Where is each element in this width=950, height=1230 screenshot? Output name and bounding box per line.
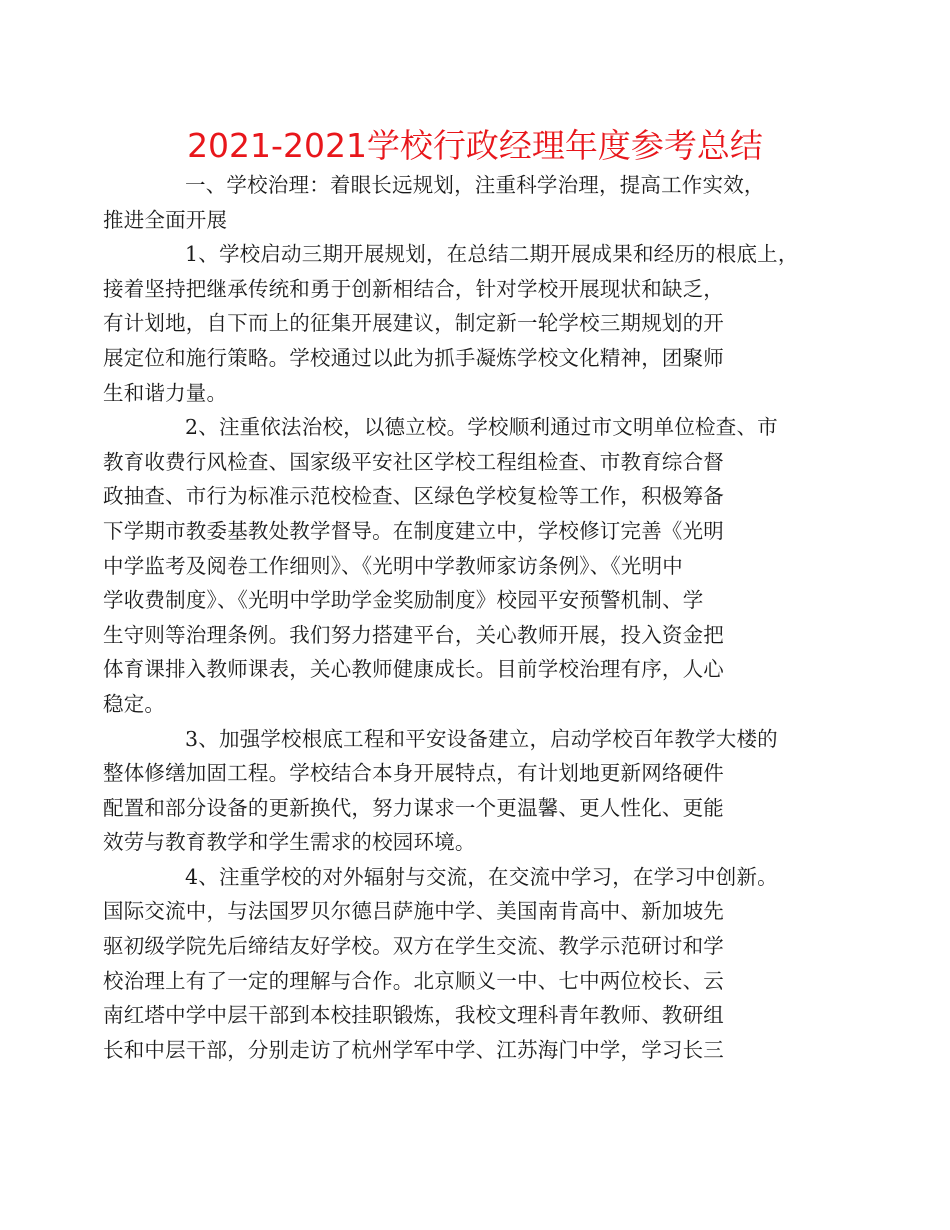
text-line: 一、学校治理：着眼长远规划，注重科学治理，提高工作实效， <box>185 173 765 197</box>
text-line: 1、学校启动三期开展规划，在总结二期开展成果和经历的根底上， <box>185 242 799 267</box>
body-paragraph <box>103 722 814 860</box>
text-line: 南红塔中学中层干部到本校挂职锻炼，我校文理科青年教师、教研组 <box>103 1003 724 1028</box>
text-line: 有计划地，自下而上的征集开展建议，制定新一轮学校三期规划的开 <box>103 311 724 336</box>
text-line: 中学监考及阅卷工作细则》、《光明中学教师家访条例》、《光明中 <box>103 553 683 578</box>
text-line: 4、注重学校的对外辐射与交流，在交流中学习，在学习中创新。 <box>185 864 778 889</box>
text-line: 接着坚持把继承传统和勇于创新相结合，针对学校开展现状和缺乏， <box>103 276 724 301</box>
text-line: 国际交流中，与法国罗贝尔德吕萨施中学、美国南肯高中、新加坡先 <box>103 899 724 924</box>
text-line: 效劳与教育教学和学生需求的校园环境。 <box>103 830 476 855</box>
document-body <box>103 168 814 1067</box>
text-line: 2、注重依法治校，以德立校。学校顺利通过市文明单位检查、市 <box>185 415 778 440</box>
text-line: 3、加强学校根底工程和平安设备建立，启动学校百年教学大楼的 <box>185 726 778 751</box>
text-line: 体育课排入教师课表，关心教师健康成长。目前学校治理有序，人心 <box>103 657 724 682</box>
text-line: 学收费制度》、《光明中学助学金奖励制度》校园平安预警机制、学 <box>103 588 704 613</box>
text-line: 驱初级学院先后缔结友好学校。双方在学生交流、教学示范研讨和学 <box>103 934 724 959</box>
text-line: 配置和部分设备的更新换代，努力谋求一个更温馨、更人性化、更能 <box>103 795 724 820</box>
text-line: 下学期市教委基教处教学督导。在制度建立中，学校修订完善《光明 <box>103 518 724 543</box>
body-paragraph <box>103 860 814 1068</box>
text-line: 长和中层干部，分别走访了杭州学军中学、江苏海门中学，学习长三 <box>103 1037 724 1062</box>
text-line: 展定位和施行策略。学校通过以此为抓手凝炼学校文化精神，团聚师 <box>103 345 724 370</box>
text-line: 生和谐力量。 <box>103 380 228 405</box>
body-paragraph <box>103 410 814 721</box>
text-line: 推进全面开展 <box>103 207 228 232</box>
body-paragraph <box>103 168 814 237</box>
body-paragraph <box>103 237 814 410</box>
text-line: 生守则等治理条例。我们努力搭建平台，关心教师开展，投入资金把 <box>103 622 724 647</box>
text-line: 整体修缮加固工程。学校结合本身开展特点，有计划地更新网络硬件 <box>103 761 724 786</box>
text-line: 政抽查、市行为标准示范校检查、区绿色学校复检等工作，积极筹备 <box>103 484 724 509</box>
document-title: 2021-2021学校行政经理年度参考总结 <box>187 126 763 165</box>
text-line: 教育收费行风检查、国家级平安社区学校工程组检查、市教育综合督 <box>103 449 724 474</box>
text-line: 稳定。 <box>103 691 166 716</box>
text-line: 校治理上有了一定的理解与合作。北京顺义一中、七中两位校长、云 <box>103 968 724 993</box>
